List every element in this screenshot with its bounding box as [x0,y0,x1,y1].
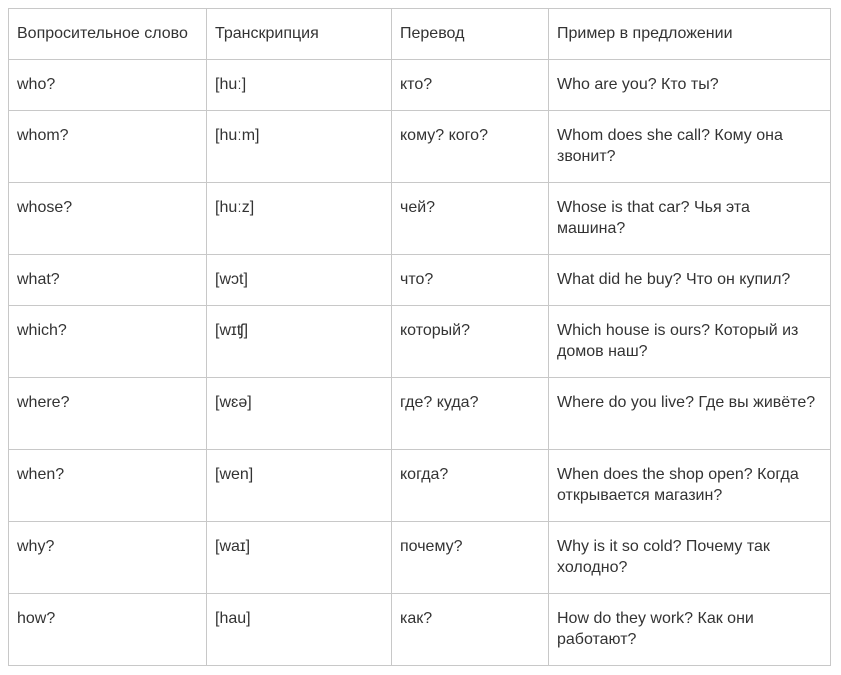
cell-example: Where do you live? Где вы живёте? [549,378,831,450]
cell-translation: как? [392,594,549,666]
cell-transcription: [wen] [207,450,392,522]
table-header-row [9,9,831,60]
table-row [9,255,831,306]
cell-transcription: [huːz] [207,183,392,255]
cell-translation: что? [392,255,549,306]
table-row [9,111,831,183]
cell-translation: где? куда? [392,378,549,450]
question-words-table [8,8,831,666]
cell-translation: кто? [392,60,549,111]
header-translation: Перевод [392,9,549,60]
cell-example: Whom does she call? Кому она звонит? [549,111,831,183]
table-row [9,306,831,378]
cell-transcription: [hau] [207,594,392,666]
cell-transcription: [huːm] [207,111,392,183]
cell-example: Who are you? Кто ты? [549,60,831,111]
cell-example: When does the shop open? Когда открывается магазин? [549,450,831,522]
cell-transcription: [wɛə] [207,378,392,450]
cell-translation: почему? [392,522,549,594]
cell-word: why? [9,522,207,594]
header-transcription: Транскрипция [207,9,392,60]
cell-word: how? [9,594,207,666]
cell-translation: чей? [392,183,549,255]
table-row [9,594,831,666]
cell-translation: который? [392,306,549,378]
cell-transcription: [waɪ] [207,522,392,594]
cell-example: Why is it so cold? Почему так холодно? [549,522,831,594]
cell-word: what? [9,255,207,306]
table-row [9,378,831,450]
cell-word: who? [9,60,207,111]
cell-example: Whose is that car? Чья эта машина? [549,183,831,255]
table-row [9,450,831,522]
cell-example: Which house is ours? Который из домов наш? [549,306,831,378]
header-example: Пример в предложении [549,9,831,60]
cell-word: whom? [9,111,207,183]
cell-transcription: [wɪʧ] [207,306,392,378]
cell-transcription: [wɔt] [207,255,392,306]
table-row [9,60,831,111]
cell-translation: кому? кого? [392,111,549,183]
cell-word: which? [9,306,207,378]
cell-word: when? [9,450,207,522]
cell-translation: когда? [392,450,549,522]
cell-word: whose? [9,183,207,255]
cell-example: What did he buy? Что он купил? [549,255,831,306]
cell-word: where? [9,378,207,450]
table-row [9,183,831,255]
header-question-word: Вопросительное слово [9,9,207,60]
cell-transcription: [huː] [207,60,392,111]
table-row [9,522,831,594]
cell-example: How do they work? Как они работают? [549,594,831,666]
